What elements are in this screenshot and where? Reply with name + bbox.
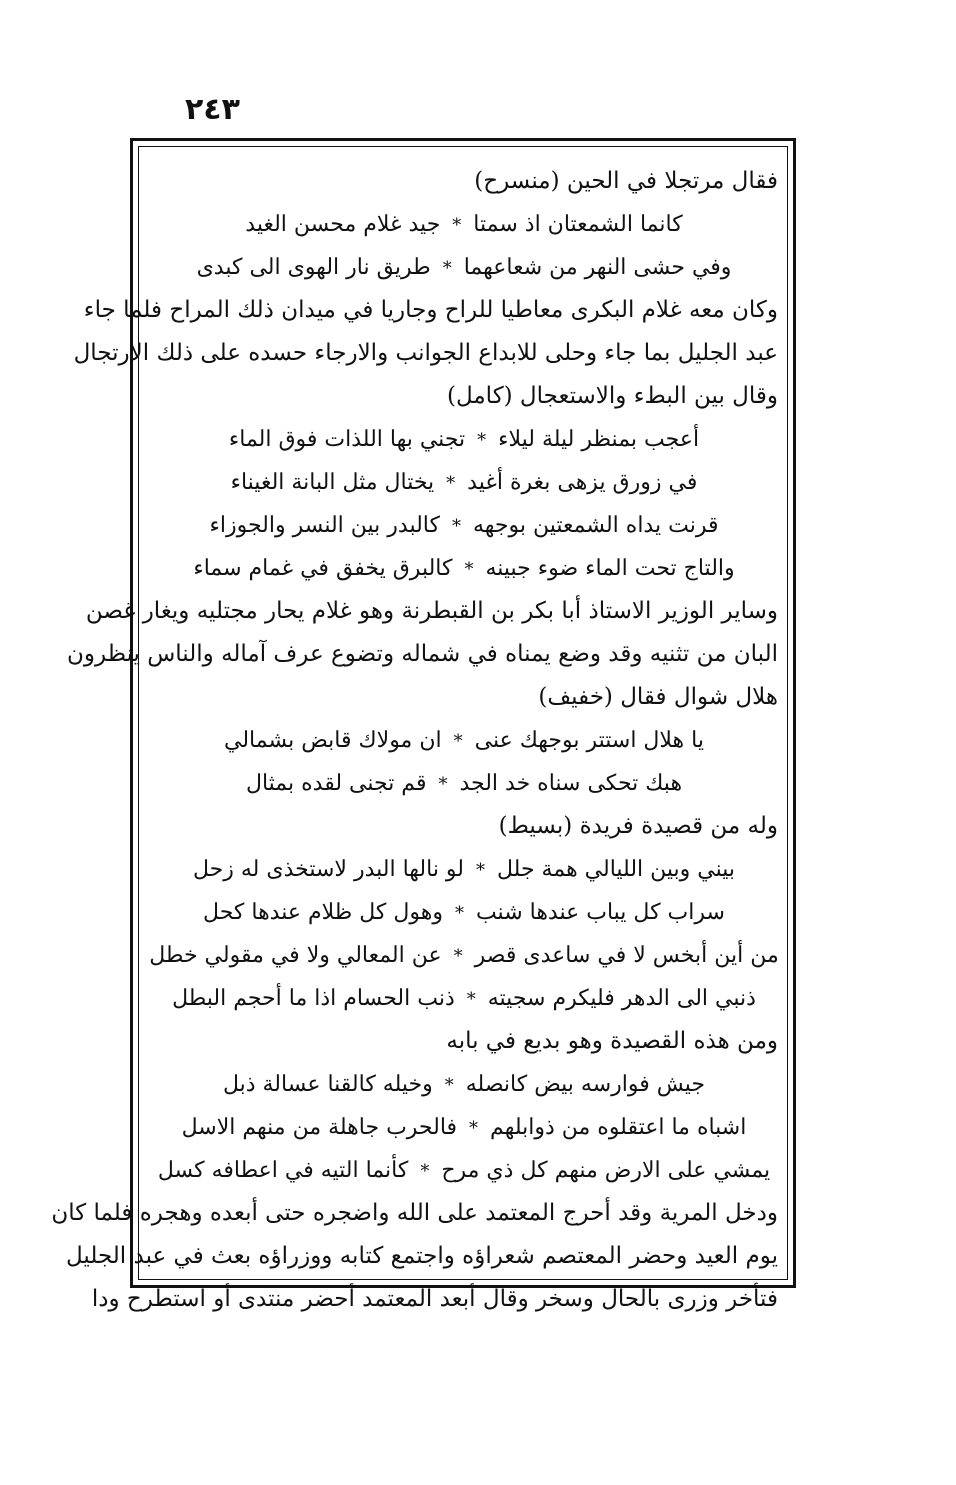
verse-first-hemistich: أعجب بمنظر ليلة ليلاء (498, 427, 700, 452)
verse-separator: * (466, 989, 476, 1010)
verse-second-hemistich: وخيله كالقنا عسالة ذبل (222, 1072, 433, 1097)
prose-line: وساير الوزير الاستاذ أبا بكر بن القبطرنة وهو غلام يحار مجتليه ويغار غصن (85, 598, 778, 624)
verse-second-hemistich: عن المعالي ولا في مقولي خطل (149, 943, 442, 968)
verse-second-hemistich: ان مولاك قابض بشمالي (224, 728, 442, 753)
section-heading-line: ومن هذه القصيدة وهو بديع في بابه (446, 1028, 778, 1054)
verse-separator: * (454, 903, 464, 924)
verse-second-hemistich: كالبرق يخفق في غمام سماء (193, 556, 453, 581)
verse-first-hemistich: من أين أبخس لا في ساعدى قصر (474, 943, 779, 968)
verse-line (146, 719, 782, 762)
verse-line (146, 1149, 782, 1192)
verse-first-hemistich: قرنت يداه الشمعتين بوجهه (472, 513, 719, 538)
verse-separator: * (446, 473, 456, 494)
verse-separator: * (438, 774, 448, 795)
verse-line (146, 977, 782, 1020)
verse-line (146, 547, 782, 590)
verse-separator: * (469, 1118, 479, 1139)
section-heading-line: وقال بين البطء والاستعجال (كامل) (446, 383, 778, 409)
section-heading-line: هلال شوال فقال (خفيف) (538, 684, 778, 710)
page-number: ٢٤٣ (185, 92, 240, 127)
verse-separator: * (444, 1075, 454, 1096)
verse-first-hemistich: وفي حشى النهر من شعاعهما (463, 255, 732, 280)
verse-separator: * (452, 215, 462, 236)
verse-line (146, 1063, 782, 1106)
verse-separator: * (453, 731, 463, 752)
verse-second-hemistich: يختال مثل البانة الغيناء (230, 470, 435, 495)
prose-line: عبد الجليل بما جاء وحلى للابداع الجوانب والارجاء حسده على ذلك الارتجال (73, 340, 778, 366)
prose-line: فتأخر وزرى بالحال وسخر وقال أبعد المعتمد أحضر منتدى أو استطرح ودا (91, 1286, 778, 1312)
verse-first-hemistich: سراب كل يباب عندها شنب (475, 900, 725, 925)
verse-line (146, 848, 782, 891)
verse-second-hemistich: تجني بها اللذات فوق الماء (228, 427, 466, 452)
verse-second-hemistich: قم تجنى لقده بمثال (245, 771, 427, 796)
verse-second-hemistich: جيد غلام محسن الغيد (245, 212, 441, 237)
prose-line: ودخل المرية وقد أحرج المعتمد على الله واضجره حتى أبعده وهجره فلما كان (51, 1200, 778, 1226)
verse-separator: * (453, 946, 463, 967)
verse-line (146, 762, 782, 805)
verse-separator: * (420, 1161, 430, 1182)
verse-line (146, 891, 782, 934)
prose-line: البان من تثنيه وقد وضع يمناه في شماله وتضوع عرف آماله والناس ينظرون (67, 641, 778, 667)
verse-separator: * (477, 430, 487, 451)
verse-first-hemistich: يمشي على الارض منهم كل ذي مرح (441, 1158, 771, 1183)
verse-second-hemistich: فالحرب جاهلة من منهم الاسل (181, 1115, 458, 1140)
verse-second-hemistich: كالبدر بين النسر والجوزاء (209, 513, 440, 538)
verse-line (146, 461, 782, 504)
verse-line (146, 203, 782, 246)
verse-separator: * (476, 860, 486, 881)
prose-line: وكان معه غلام البكرى معاطيا للراح وجاريا في ميدان ذلك المراح فلما جاء (83, 297, 778, 323)
section-heading-line: فقال مرتجلا في الحين (منسرح) (474, 168, 778, 194)
verse-first-hemistich: في زورق يزهى بغرة أغيد (467, 470, 698, 495)
verse-separator: * (464, 559, 474, 580)
verse-first-hemistich: جيش فوارسه بيض كانصله (465, 1072, 706, 1097)
verse-line (146, 418, 782, 461)
verse-first-hemistich: هبك تحكى سناه خد الجد (459, 771, 683, 796)
verse-second-hemistich: ذنب الحسام اذا ما أحجم البطل (172, 986, 455, 1011)
verse-separator: * (451, 516, 461, 537)
verse-second-hemistich: طريق نار الهوى الى كبدى (196, 255, 431, 280)
verse-first-hemistich: اشباه ما اعتقلوه من ذوابلهم (490, 1115, 747, 1140)
verse-line (146, 1106, 782, 1149)
verse-second-hemistich: وهول كل ظلام عندها كحل (203, 900, 443, 925)
verse-line (146, 504, 782, 547)
verse-first-hemistich: بيني وبين الليالي همة جلل (497, 857, 735, 882)
verse-first-hemistich: ذنبي الى الدهر فليكرم سجيته (487, 986, 756, 1011)
verse-line (146, 934, 782, 977)
verse-second-hemistich: كأنما التيه في اعطافه كسل (157, 1158, 409, 1183)
verse-first-hemistich: يا هلال استتر بوجهك عنى (474, 728, 704, 753)
verse-line (146, 246, 782, 289)
prose-line: يوم العيد وحضر المعتصم شعراؤه واجتمع كتابه ووزراؤه بعث في عبد الجليل (65, 1243, 778, 1269)
verse-second-hemistich: لو نالها البدر لاستخذى له زحل (193, 857, 465, 882)
verse-separator: * (442, 258, 452, 279)
section-heading-line: وله من قصيدة فريدة (بسيط) (498, 813, 778, 839)
page-text-block (51, 160, 782, 1321)
verse-first-hemistich: والتاج تحت الماء ضوء جبينه (485, 556, 735, 581)
verse-first-hemistich: كانما الشمعتان اذ سمتا (473, 212, 683, 237)
